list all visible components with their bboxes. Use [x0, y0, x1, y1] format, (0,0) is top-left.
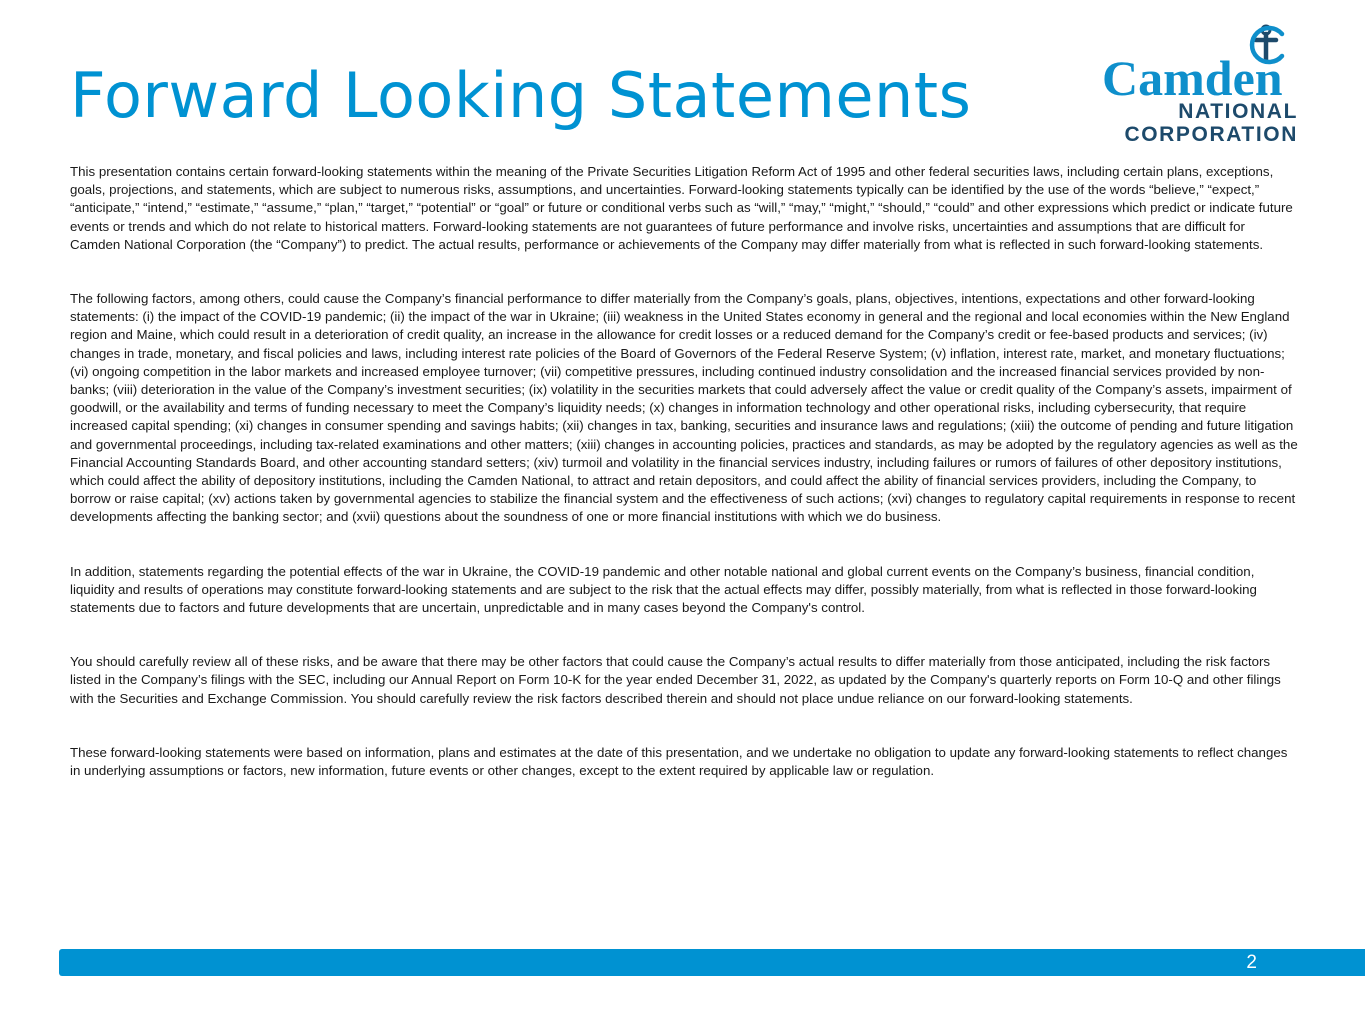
logo-corporation-text: CORPORATION [1124, 123, 1298, 146]
paragraph-review-risks: You should carefully review all of these risks, and be aware that there may be other factors that could cause the Company’s actual results to differ materially from those anticipated, including the risk factors listed in the Company’s filings with the SEC, including our Annual Report on Form 10-K for the year ended December 31, 2022, as updated by the Company's quarterly reports on Form 10-Q and other filings with the Securities and Exchange Commission. You should carefully review the risk factors described therein and should not place undue reliance on our forward-looking statements. [70, 654, 1281, 706]
logo-national-text: NATIONAL [1178, 100, 1298, 123]
paragraph-intro: This presentation contains certain forward-looking statements within the meaning of the Private Securities Litigation Reform Act of 1995 and other federal securities laws, including certain plans, exceptions, goals, projections, and statements, which are subject to numerous risks, assumptions, and uncertainties. Forward-looking statements typically can be identified by the use of the words “believe,” “expect,” “anticipate,” “intend,” “estimate,” “assume,” “plan,” “target,” “potential” or “goal” or future or conditional verbs such as “will,” “may,” “might,” “should,” “could” and other expressions which predict or indicate future events or trends and which do not relate to historical matters. Forward-looking statements are not guarantees of future performance and involve risks, uncertainties and assumptions that are difficult for Camden National Corporation (the “Company”) to predict. The actual results, performance or achievements of the Company may differ materially from what is reflected in such forward-looking statements. [70, 164, 1293, 252]
paragraph-current-events: In addition, statements regarding the potential effects of the war in Ukraine, the COVID-19 pandemic and other notable national and global current events on the Company’s business, financial condition, liquidity and results of operations may constitute forward-looking statements and are subject to the risk that the actual effects may differ, possibly materially, from what is reflected in those forward-looking statements due to factors and future developments that are uncertain, unpredictable and in many cases beyond the Company's control. [70, 563, 1257, 616]
page-number: 2 [1246, 952, 1257, 973]
logo-camden-text: Camden [1102, 50, 1283, 106]
company-logo [1100, 22, 1300, 146]
paragraph-factors: The following factors, among others, could cause the Company’s financial performance to differ materially from the Company’s goals, plans, objectives, intentions, expectations and other forward-looking statements: (i) the impact of the COVID-19 pandemic; (ii) the impact of the war in Ukraine; (iii) weakness in the United States economy in general and the regional and local economies within the New England region and Maine, which could result in a deterioration of credit quality, an increase in the allowance for credit losses or a reduced demand for the Company’s credit or fee-based products and services; (iv) changes in trade, monetary, and fiscal policies and laws, including interest rate policies of the Board of Governors of the Federal Reserve System; (v) inflation, interest rate, market, and monetary fluctuations; (vi) ongoing competition in the labor markets and increased employee turnover; (vii) competitive pressures, including continued industry consolidation and the increased financial services provided by non-banks; (viii) deterioration in the value of the Company’s investment securities; (ix) volatility in the securities markets that could adversely affect the value or credit quality of the Company’s assets, impairment of goodwill, or the availability and terms of funding necessary to meet the Company’s liquidity needs; (x) changes in information technology and other operational risks, including cybersecurity, that require increased capital spending; (xi) changes in consumer spending and savings habits; (xii) changes in tax, banking, securities and insurance laws and regulations; (xiii) the outcome of pending and future litigation and governmental proceedings, including tax-related examinations and other matters; (xiii) changes in accounting policies, practices and standards, as may be adopted by the regulatory agencies as well as the Financial Accounting Standards Board, and other accounting standard setters; (xiv) turmoil and volatility in the financial services industry, including failures or rumors of failures of other depository institutions, which could affect the ability of depository institutions, including the Camden National, to attract and retain depositors, and could affect the ability of financial services providers, including the Company, to borrow or raise capital; (xv) actions taken by governmental agencies to stabilize the financial system and the effectiveness of such actions; (xvi) changes to regulatory capital requirements in response to recent developments affecting the banking sector; and (xvii) questions about the soundness of one or more financial institutions with which we do business. [70, 291, 1298, 525]
footer-bar [59, 949, 1365, 976]
page-title: Forward Looking Statements [70, 59, 972, 132]
disclaimer-body [70, 163, 1298, 780]
paragraph-no-obligation: These forward-looking statements were based on information, plans and estimates at the date of this presentation, and we undertake no obligation to update any forward-looking statements to reflect changes in underlying assumptions or factors, new information, future events or other changes, except to the extent required by applicable law or regulation. [70, 744, 1288, 779]
